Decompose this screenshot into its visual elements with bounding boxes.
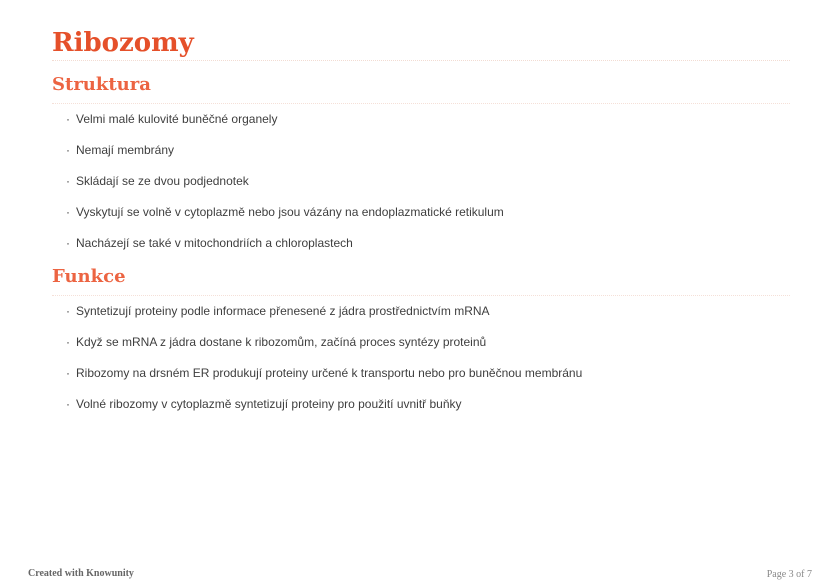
bullet-dot-icon: · [66, 235, 70, 250]
funkce-bullet-list [52, 304, 790, 412]
bullet-dot-icon: · [66, 204, 70, 219]
bullet-dot-icon: · [66, 173, 70, 188]
bullet-dot-icon: · [66, 396, 70, 411]
list-item [66, 205, 790, 220]
bullet-text: Skládají se ze dvou podjednotek [76, 173, 249, 188]
bullet-text: Vyskytují se volně v cytoplazmě nebo jsou vázány na endoplazmatické retikulum [76, 204, 504, 219]
bullet-text: Volné ribozomy v cytoplazmě syntetizují proteiny pro použití uvnitř buňky [76, 396, 462, 411]
page-title: Ribozomy [52, 30, 790, 61]
bullet-text: Velmi malé kulovité buněčné organely [76, 111, 278, 126]
list-item [66, 236, 790, 251]
bullet-dot-icon: · [66, 303, 70, 318]
bullet-dot-icon: · [66, 365, 70, 380]
list-item [66, 304, 790, 319]
bullet-text: Syntetizují proteiny podle informace přenesené z jádra prostřednictvím mRNA [76, 303, 490, 318]
list-item [66, 397, 790, 412]
struktura-bullet-list [52, 112, 790, 251]
list-item [66, 143, 790, 158]
list-item [66, 366, 790, 381]
footer-page-number: Page 3 of 7 [766, 569, 812, 580]
list-item [66, 174, 790, 189]
bullet-dot-icon: · [66, 334, 70, 349]
bullet-text: Když se mRNA z jádra dostane k ribozomům, začíná proces syntézy proteinů [76, 334, 487, 349]
bullet-dot-icon: · [66, 111, 70, 126]
list-item [66, 112, 790, 127]
bullet-dot-icon: · [66, 142, 70, 157]
section-heading-struktura: Struktura [52, 75, 790, 104]
bullet-text: Ribozomy na drsném ER produkují proteiny určené k transportu nebo pro buněčnou membránu [76, 365, 583, 380]
bullet-text: Nacházejí se také v mitochondriích a chloroplastech [76, 235, 353, 250]
list-item [66, 335, 790, 350]
bullet-text: Nemají membrány [76, 142, 175, 157]
footer-branding: Created with Knowunity [28, 568, 134, 579]
section-heading-funkce: Funkce [52, 267, 790, 296]
